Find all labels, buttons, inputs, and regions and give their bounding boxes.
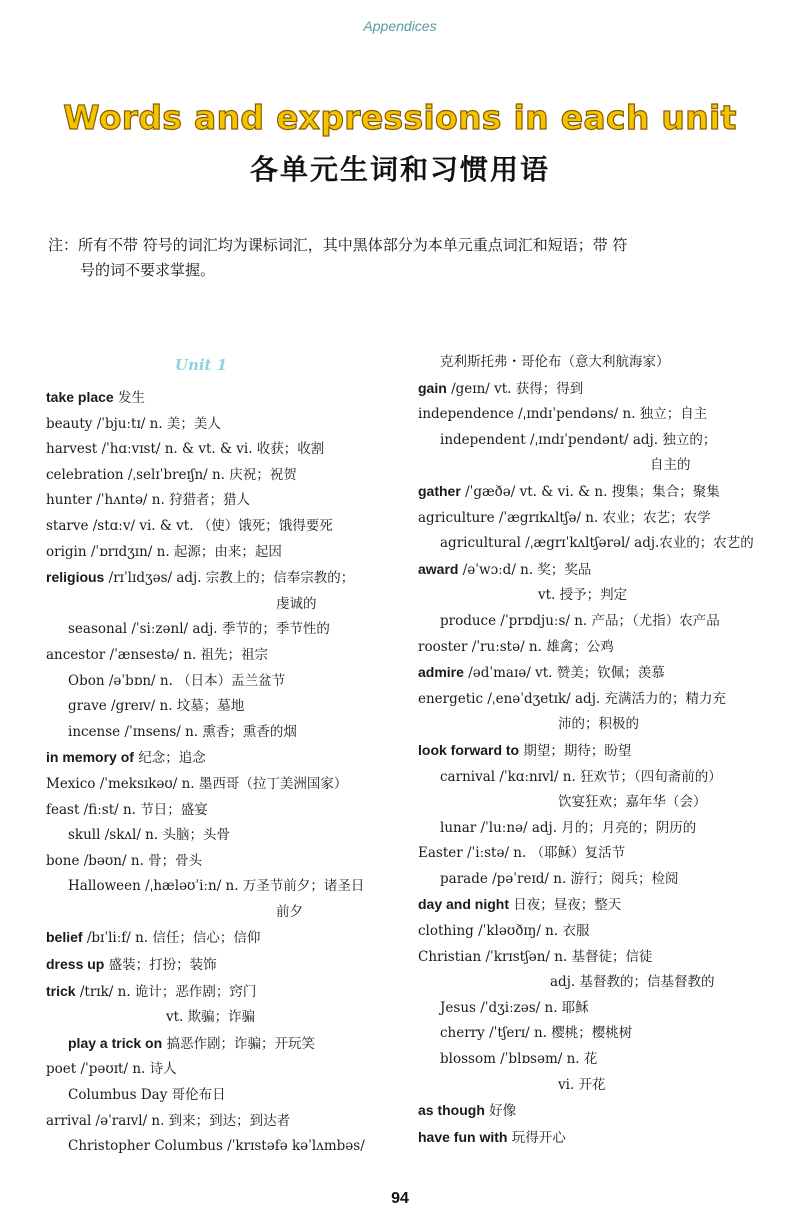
vocab-definition: parade /pəˈreɪd/ n. 游行；阅兵；检阅 — [440, 870, 679, 887]
vocab-definition: carnival /ˈkɑːnɪvl/ n. 狂欢节；（四旬斋前的） — [440, 768, 722, 785]
vocab-headword: trick — [46, 982, 76, 999]
vocab-definition: 玩得开心 — [507, 1129, 566, 1146]
vocab-entry — [418, 583, 778, 609]
vocab-headword: have fun with — [418, 1128, 508, 1145]
vocab-entry — [46, 745, 416, 772]
vocab-entry — [46, 669, 416, 695]
vocab-entry — [418, 350, 778, 376]
note-line-1: 注：所有不带 符号的词汇均为课标词汇，其中黑体部分为本单元重点词汇和短语；带 符 — [48, 236, 628, 254]
vocab-entry — [46, 1134, 416, 1160]
vocab-definition: 自主的 — [650, 457, 691, 474]
vocab-entry — [418, 945, 778, 971]
vocab-headword: play a trick on — [68, 1034, 163, 1051]
vocab-definition: harvest /ˈhɑːvɪst/ n. & vt. & vi. 收获；收割 — [46, 441, 325, 458]
vocab-definition: /bɪˈliːf/ n. 信任；信心；信仰 — [82, 930, 261, 947]
vocab-definition: /trɪk/ n. 诡计；恶作剧；窍门 — [75, 983, 257, 1000]
vocab-headword: belief — [46, 929, 83, 946]
vocab-entry — [46, 874, 416, 900]
vocab-definition: celebration /ˌselɪˈbreɪʃn/ n. 庆祝；祝贺 — [46, 466, 297, 483]
vocab-definition: 克利斯托弗・哥伦布（意大利航海家） — [440, 354, 670, 370]
vocab-definition: blossom /ˈblɒsəm/ n. 花 — [440, 1051, 598, 1068]
vocab-entry — [46, 488, 416, 514]
vocab-entry — [46, 1005, 416, 1031]
vocab-definition: independent /ˌɪndɪˈpendənt/ adj. 独立的； — [440, 431, 717, 448]
vocab-definition: energetic /ˌenəˈdʒetɪk/ adj. 充满活力的；精力充 — [418, 690, 726, 707]
running-header: Appendices — [363, 18, 437, 34]
vocab-entry — [418, 531, 778, 557]
vocab-entry — [46, 1109, 416, 1135]
vocab-definition: Easter /ˈiːstə/ n. （耶稣）复活节 — [418, 845, 626, 862]
vocab-definition: /rɪˈlɪdʒəs/ adj. 宗教上的；信奉宗教的； — [104, 570, 355, 587]
left-entry-list — [46, 385, 416, 1160]
vocab-entry — [418, 712, 778, 738]
vocab-entry — [418, 867, 778, 893]
vocab-entry — [418, 453, 778, 479]
vocab-entry — [418, 635, 778, 661]
vocab-entry — [418, 1047, 778, 1073]
vocab-entry — [46, 643, 416, 669]
vocab-definition: origin /ˈɒrɪdʒɪn/ n. 起源；由来；起因 — [46, 543, 282, 560]
unit-heading: Unit 1 — [174, 356, 228, 374]
vocab-definition: seasonal /ˈsiːzənl/ adj. 季节的；季节性的 — [68, 621, 330, 638]
vocab-entry — [46, 925, 416, 952]
vocab-definition: feast /fiːst/ n. 节日；盛宴 — [46, 801, 208, 818]
vocab-entry — [46, 694, 416, 720]
vocab-definition: Halloween /ˌhæləʊˈiːn/ n. 万圣节前夕；诸圣日 — [68, 878, 365, 895]
vocab-entry — [418, 765, 778, 791]
left-column — [46, 350, 416, 1160]
vocab-entry — [46, 798, 416, 824]
vocab-entry — [418, 609, 778, 635]
vocab-entry — [46, 772, 416, 798]
vocab-definition: 盛装；打扮；装饰 — [104, 957, 217, 974]
vocab-definition: Obon /əˈbɒn/ n. （日本）盂兰盆节 — [68, 672, 286, 689]
vocab-entry — [418, 402, 778, 428]
vocab-definition: grave /greɪv/ n. 坟墓；墓地 — [68, 698, 245, 715]
vocab-entry — [418, 479, 778, 506]
page-title-english: Words and expressions in each unit — [63, 98, 737, 137]
vocab-definition: starve /stɑːv/ vi. & vt. （使）饿死；饿得要死 — [46, 517, 333, 534]
vocab-definition: /ədˈmaɪə/ vt. 赞美；钦佩；羡慕 — [463, 665, 665, 682]
vocab-entry — [418, 841, 778, 867]
vocab-entry — [418, 970, 778, 996]
vocab-entry — [418, 687, 778, 713]
vocab-entry — [418, 506, 778, 532]
vocab-definition: beauty /ˈbjuːtɪ/ n. 美；美人 — [46, 415, 221, 432]
vocab-entry — [418, 892, 778, 919]
vocab-definition: /geɪn/ vt. 获得；得到 — [446, 380, 584, 397]
vocab-entry — [418, 790, 778, 816]
vocab-definition: 搞恶作剧；诈骗；开玩笑 — [162, 1035, 315, 1052]
vocab-definition: Mexico /ˈmeksɪkəʊ/ n. 墨西哥（拉丁美洲国家） — [46, 775, 348, 792]
vocab-definition: 饮宴狂欢；嘉年华（会） — [558, 794, 707, 811]
vocab-definition: independence /ˌɪndɪˈpendəns/ n. 独立；自主 — [418, 406, 708, 423]
vocab-entry — [46, 592, 416, 618]
vocab-entry — [46, 463, 416, 489]
vocab-entry — [418, 919, 778, 945]
vocab-definition: 虔诚的 — [276, 595, 317, 612]
vocab-definition: skull /skʌl/ n. 头脑；头骨 — [68, 827, 230, 844]
vocab-definition: agricultural /ˌægrɪˈkʌltʃərəl/ adj.农业的；农艺的 — [440, 535, 754, 552]
vocab-headword: admire — [418, 664, 464, 681]
vocab-entry — [46, 540, 416, 566]
vocab-entry — [46, 617, 416, 643]
vocab-entry — [418, 996, 778, 1022]
vocab-definition: incense /ˈɪnsens/ n. 熏香；熏香的烟 — [68, 723, 297, 740]
vocab-entry — [46, 412, 416, 438]
vocab-definition: 日夜；昼夜；整天 — [509, 897, 622, 914]
vocab-definition: agriculture /ˈægrɪkʌltʃə/ n. 农业；农艺；农学 — [418, 509, 711, 526]
vocab-headword: award — [418, 560, 459, 577]
vocab-definition: rooster /ˈruːstə/ n. 雄禽；公鸡 — [418, 638, 614, 655]
vocab-definition: ancestor /ˈænsestə/ n. 祖先；祖宗 — [46, 646, 269, 663]
vocab-definition: /ˈgæðə/ vt. & vi. & n. 搜集；集合；聚集 — [460, 483, 720, 500]
vocab-headword: religious — [46, 569, 105, 586]
vocab-definition: hunter /ˈhʌntə/ n. 狩猎者；猎人 — [46, 492, 251, 509]
vocab-headword: day and night — [418, 896, 509, 913]
vocab-entry — [46, 952, 416, 979]
vocab-entry — [46, 900, 416, 926]
vocab-entry — [418, 1021, 778, 1047]
vocab-entry — [418, 1125, 778, 1152]
vocab-entry — [46, 565, 416, 592]
right-column — [418, 350, 778, 1151]
vocab-entry — [418, 557, 778, 584]
vocab-entry — [46, 1031, 416, 1058]
vocab-entry — [46, 720, 416, 746]
vocab-headword: as though — [418, 1102, 485, 1119]
vocab-entry — [418, 738, 778, 765]
vocab-headword: take place — [46, 389, 114, 405]
vocab-entry — [418, 816, 778, 842]
vocab-definition: 纪念；追念 — [133, 750, 206, 767]
note-line-2: 号的词不要求掌握。 — [80, 261, 216, 279]
vocab-definition: adj. 基督教的；信基督教的 — [550, 974, 715, 991]
vocab-entry — [418, 1073, 778, 1099]
vocab-entry — [46, 1057, 416, 1083]
vocab-definition: vi. 开花 — [558, 1076, 606, 1093]
vocab-definition: poet /ˈpəʊɪt/ n. 诗人 — [46, 1061, 177, 1078]
page-title-chinese: 各单元生词和习惯用语 — [249, 153, 550, 186]
vocab-headword: gather — [418, 482, 461, 499]
vocab-definition: Christian /ˈkrɪstʃən/ n. 基督徒；信徒 — [418, 948, 653, 965]
vocab-entry — [46, 1083, 416, 1109]
vocab-entry — [418, 376, 778, 403]
vocab-definition: 沛的；积极的 — [558, 716, 639, 733]
vocab-definition: 发生 — [113, 390, 146, 406]
vocab-entry — [46, 849, 416, 875]
vocab-definition: lunar /ˈluːnə/ adj. 月的；月亮的；阴历的 — [440, 819, 697, 836]
page-number: 94 — [391, 1190, 409, 1207]
vocab-entry — [418, 1098, 778, 1125]
vocab-entry — [46, 437, 416, 463]
vocab-definition: Columbus Day 哥伦布日 — [68, 1087, 226, 1104]
vocab-definition: 前夕 — [276, 903, 303, 920]
note-paragraph — [48, 233, 760, 283]
vocab-entry — [418, 428, 778, 454]
vocab-definition: 期望；期待；盼望 — [519, 742, 632, 759]
vocab-headword: look forward to — [418, 741, 520, 758]
vocab-definition: produce /ˈprɒdjuːs/ n. 产品；（尤指）农产品 — [440, 612, 720, 629]
vocab-definition: /əˈwɔːd/ n. 奖；奖品 — [458, 561, 592, 578]
vocab-headword: dress up — [46, 956, 105, 973]
right-entry-list — [418, 350, 778, 1151]
vocab-entry — [46, 514, 416, 540]
vocab-entry — [46, 979, 416, 1006]
vocab-definition: clothing /ˈkləʊðɪŋ/ n. 衣服 — [418, 923, 590, 940]
vocab-headword: gain — [418, 379, 447, 396]
vocab-definition: bone /bəʊn/ n. 骨；骨头 — [46, 852, 203, 869]
vocab-definition: vt. 欺骗；诈骗 — [166, 1009, 256, 1026]
vocab-entry — [418, 660, 778, 687]
vocab-definition: vt. 授予；判定 — [538, 587, 628, 604]
vocab-entry — [46, 823, 416, 849]
vocab-definition: Christopher Columbus /ˈkrɪstəfə kəˈlʌmbəs/ — [68, 1138, 365, 1155]
vocab-definition: arrival /əˈraɪvl/ n. 到来；到达；到达者 — [46, 1112, 291, 1129]
vocab-definition: Jesus /ˈdʒiːzəs/ n. 耶稣 — [440, 999, 589, 1016]
vocab-definition: cherry /ˈtʃerɪ/ n. 樱桃；樱桃树 — [440, 1025, 633, 1042]
vocab-definition: 好像 — [484, 1103, 517, 1120]
vocab-headword: in memory of — [46, 749, 134, 766]
vocab-entry — [46, 385, 416, 412]
